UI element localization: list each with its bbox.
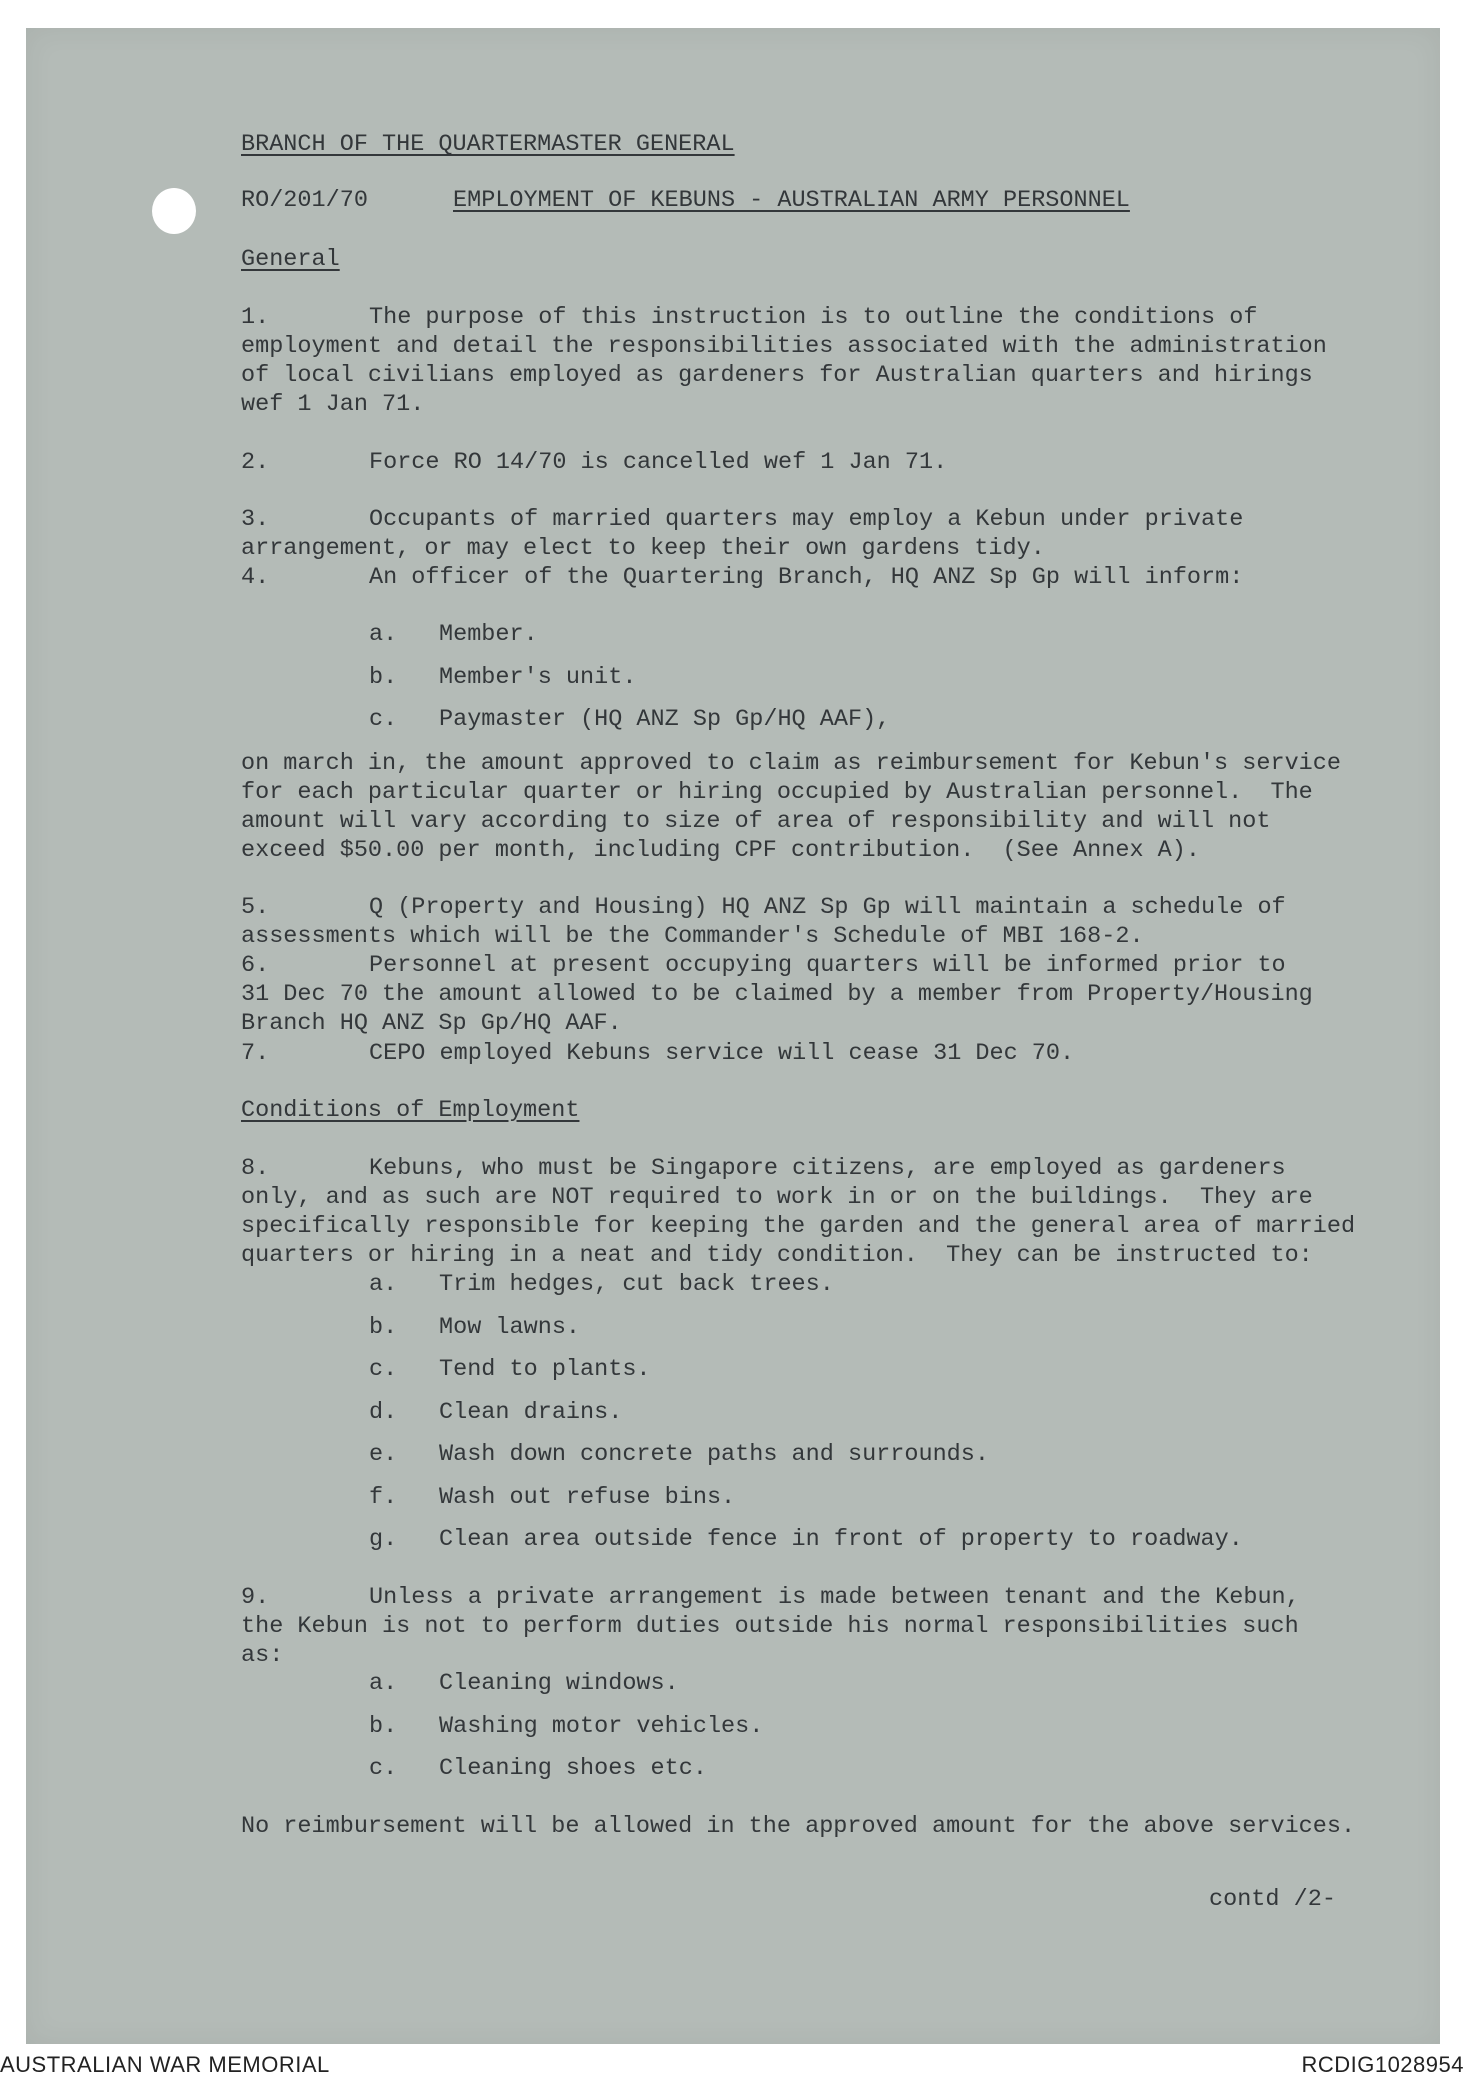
list-item: Clean drains. <box>439 1399 623 1426</box>
list-item: Wash down concrete paths and surrounds. <box>439 1441 989 1468</box>
list-letter: a. <box>369 1670 398 1697</box>
paragraph-9: Unless a private arrangement is made between tenant and the Kebun, the Kebun is not to perform duties outside his normal responsibilities such as: <box>241 1584 1300 1669</box>
para-number: 5. <box>241 894 270 921</box>
document-title: EMPLOYMENT OF KEBUNS - AUSTRALIAN ARMY PERSONNEL <box>453 187 1130 214</box>
para-number: 3. <box>241 506 270 533</box>
paragraph-6: Personnel at present occupying quarters will be informed prior to 31 Dec 70 the amount allowed to be claimed by a member from Property/Housing Branch HQ ANZ Sp Gp/HQ AAF. <box>241 952 1313 1037</box>
list-letter: g. <box>369 1526 398 1553</box>
list-item: Mow lawns. <box>439 1314 581 1341</box>
para-number: 2. <box>241 449 270 476</box>
punch-hole <box>152 188 196 234</box>
paragraph-4: An officer of the Quartering Branch, HQ ANZ Sp Gp will inform: <box>369 564 1244 591</box>
para-number: 4. <box>241 564 270 591</box>
list-letter: f. <box>369 1484 398 1511</box>
continuation-marker: contd /2- <box>1209 1886 1336 1913</box>
section-heading-general: General <box>241 246 340 273</box>
footer-record-id: RCDIG1028954 <box>1301 2052 1464 2077</box>
paragraph-1: The purpose of this instruction is to outline the conditions of employment and detail the responsibilities associated with the administration of local civilians employed as gardeners for Australian quarters and hirings wef 1 Jan 71. <box>241 304 1327 418</box>
document-page <box>26 28 1440 2044</box>
list-letter: a. <box>369 1271 398 1298</box>
list-letter: b. <box>369 1713 398 1740</box>
para-number: 9. <box>241 1584 270 1611</box>
list-letter: a. <box>369 621 398 648</box>
paragraph-7: CEPO employed Kebuns service will cease 31 Dec 70. <box>369 1040 1075 1067</box>
paragraph-2: Force RO 14/70 is cancelled wef 1 Jan 71. <box>369 449 948 476</box>
paragraph-3: Occupants of married quarters may employ a Kebun under private arrangement, or may elect to keep their own gardens tidy. <box>241 506 1244 562</box>
list-item: Cleaning shoes etc. <box>439 1755 707 1782</box>
list-letter: b. <box>369 664 398 691</box>
section-heading-conditions: Conditions of Employment <box>241 1097 580 1124</box>
list-item: Paymaster (HQ ANZ Sp Gp/HQ AAF), <box>439 706 891 733</box>
list-item: Member's unit. <box>439 664 637 691</box>
para-number: 7. <box>241 1040 270 1067</box>
list-letter: b. <box>369 1314 398 1341</box>
list-letter: c. <box>369 706 398 733</box>
footer-archive-name: AUSTRALIAN WAR MEMORIAL <box>0 2052 330 2077</box>
list-item: Washing motor vehicles. <box>439 1713 764 1740</box>
list-item: Member. <box>439 621 538 648</box>
list-letter: d. <box>369 1399 398 1426</box>
list-item: Wash out refuse bins. <box>439 1484 736 1511</box>
list-item: Tend to plants. <box>439 1356 651 1383</box>
list-item: Trim hedges, cut back trees. <box>439 1271 834 1298</box>
para-number: 8. <box>241 1155 270 1182</box>
list-letter: c. <box>369 1356 398 1383</box>
list-item: Cleaning windows. <box>439 1670 679 1697</box>
reference-number: RO/201/70 <box>241 187 368 214</box>
paragraph-5: Q (Property and Housing) HQ ANZ Sp Gp will maintain a schedule of assessments which will be the Commander's Schedule of MBI 168-2. <box>241 894 1286 950</box>
branch-heading: BRANCH OF THE QUARTERMASTER GENERAL <box>241 131 735 158</box>
closing-statement: No reimbursement will be allowed in the approved amount for the above services. <box>241 1813 1356 1840</box>
paragraph-8: Kebuns, who must be Singapore citizens, are employed as gardeners only, and as such are NOT required to work in or on the buildings. They are specifically responsible for keeping the garden and the general area of married quarters or hiring in a neat and tidy condition. They can be instructed to: <box>241 1155 1356 1269</box>
list-letter: c. <box>369 1755 398 1782</box>
para-number: 1. <box>241 304 270 331</box>
paragraph-4-continuation: on march in, the amount approved to claim as reimbursement for Kebun's service for each particular quarter or hiring occupied by Australian personnel. The amount will vary according to size of area of responsibility and will not exceed $50.00 per month, including CPF contribution. (See Annex A). <box>241 750 1341 864</box>
list-item: Clean area outside fence in front of property to roadway. <box>439 1526 1243 1553</box>
list-letter: e. <box>369 1441 398 1468</box>
para-number: 6. <box>241 952 270 979</box>
